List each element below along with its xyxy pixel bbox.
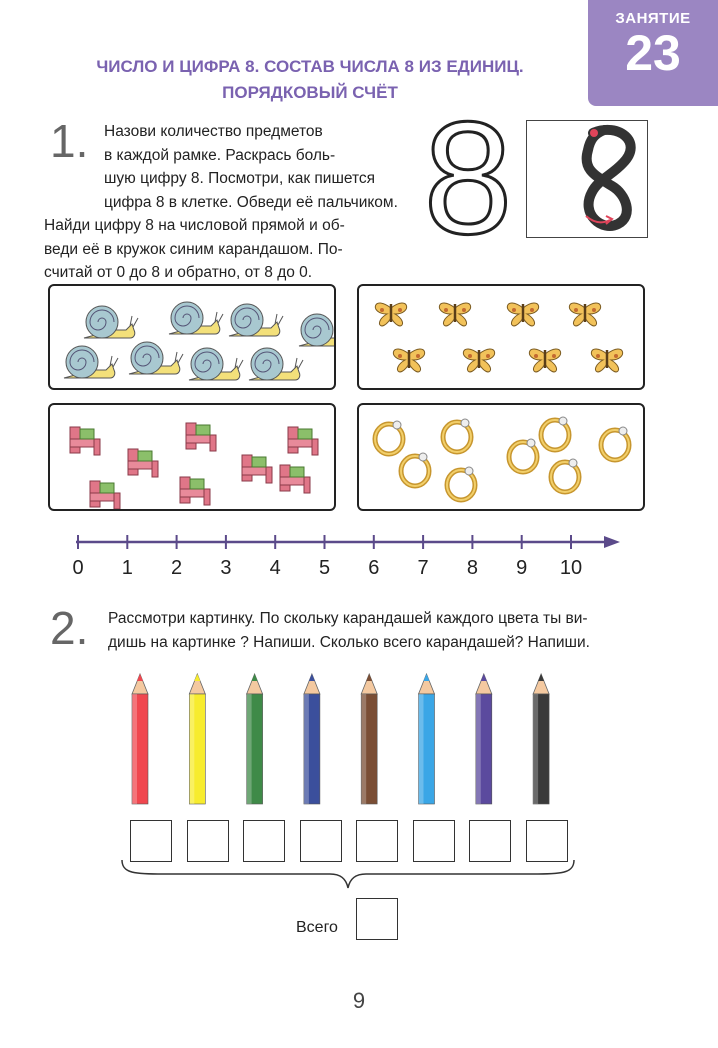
rings-group [359,405,643,509]
frame-rings [357,403,645,511]
number-line-label: 1 [121,557,133,579]
snail-icon [299,314,334,346]
butterfly-icon [439,303,470,326]
task-1-number: 1. [50,115,89,167]
number-line-arrow-icon [604,536,620,548]
total-answer-box[interactable] [356,898,398,940]
task-1-line: Найди цифру 8 на числовой прямой и об- [44,217,345,234]
pencil-count-box[interactable] [526,820,568,862]
pencil-count-box[interactable] [300,820,342,862]
frame-chairs [48,403,336,511]
big-digit-eight[interactable] [412,112,524,242]
butterfly-icon [375,303,406,326]
snail-icon [64,346,118,378]
number-line-label: 2 [171,557,183,579]
title-line-2: ПОРЯДКОВЫЙ СЧЁТ [222,83,398,102]
snail-icon [129,342,183,374]
trace-start-dot [590,129,598,137]
chair-icon [128,449,158,477]
number-line-label: 7 [417,557,429,579]
ring-icon [443,419,471,452]
title-line-1: ЧИСЛО И ЦИФРА 8. СОСТАВ ЧИСЛА 8 ИЗ ЕДИНИЦ. [96,57,524,76]
pencil-icon [189,674,205,804]
number-line-label: 4 [269,557,281,579]
task-1-line: шую цифру 8. Посмотри, как пишется [104,170,376,187]
pencil-count-box[interactable] [187,820,229,862]
butterfly-icon [591,349,622,372]
ring-icon [401,453,429,486]
pencil-icon [247,674,263,804]
butterfly-icon [463,349,494,372]
big-digit-eight-glyph: 8 [423,112,513,242]
number-line-label: 5 [318,557,331,579]
lesson-label: ЗАНЯТИЕ [615,10,691,27]
pencil-icon [533,674,549,804]
page-title [40,54,580,106]
pencil-icon [361,674,377,804]
task-1-text [44,115,404,285]
chair-icon [180,477,210,505]
tracing-cell[interactable] [526,120,648,238]
chair-icon [186,423,216,451]
lesson-tab [588,0,718,106]
task-1-line: считай от 0 до 8 и обратно, от 8 до 0. [44,264,313,281]
task-2-text [108,607,708,654]
task-2-number: 2. [50,602,89,654]
ring-icon [601,427,629,460]
number-line-label: 8 [466,557,478,579]
task-1-line: веди её в кружок синим карандашом. По- [44,240,343,258]
snail-icon [169,302,223,334]
ring-icon [509,439,537,472]
snail-icon [189,348,243,380]
ring-icon [375,421,403,454]
lesson-number: 23 [625,25,681,81]
frame-butterflies [357,284,645,390]
butterflies-group [359,286,643,388]
chair-icon [280,465,310,493]
ring-icon [541,417,569,450]
page-number: 9 [352,988,366,1013]
task-2-line: дишь на картинке ? Напиши. Сколько всего карандашей? Напиши. [108,633,590,651]
task-2-line: Рассмотри картинку. По скольку карандашей каждого цвета ты ви- [108,610,588,627]
number-line-label: 0 [72,557,84,579]
pencil-count-box[interactable] [356,820,398,862]
chair-icon [288,427,318,455]
pencil-icon [304,674,320,804]
snail-icon [229,304,283,336]
ring-icon [447,467,475,500]
chair-icon [90,481,120,509]
total-label: Всего [296,919,338,936]
task-1-line: цифра 8 в клетке. Обведи её пальчиком. [104,193,398,211]
number-line-label: 3 [220,557,232,579]
butterfly-icon [507,303,538,326]
pencil-count-box[interactable] [413,820,455,862]
ring-icon [551,459,579,492]
butterfly-icon [569,303,600,326]
chair-icon [242,455,272,483]
chairs-group [50,405,334,509]
snail-icon [249,348,303,380]
curly-brace [118,858,578,892]
number-line-label: 9 [516,557,528,579]
number-line-label: 6 [368,557,380,579]
pencils-row [120,670,580,810]
number-line-label: 10 [559,557,583,579]
pencil-count-box[interactable] [469,820,511,862]
number-line[interactable] [68,525,628,585]
butterfly-icon [393,349,424,372]
pencil-count-box[interactable] [130,820,172,862]
pencil-icon [476,674,492,804]
butterfly-icon [529,349,560,372]
pencil-icon [132,674,148,804]
task-1-line: Назови количество предметов [104,123,323,140]
snail-icon [84,306,138,338]
pencil-icon [419,674,435,804]
chair-icon [70,427,100,455]
frame-snails [48,284,336,390]
task-1-line: в каждой рамке. Раскрась боль- [104,146,336,164]
pencil-count-box[interactable] [243,820,285,862]
snails-group [50,286,334,388]
